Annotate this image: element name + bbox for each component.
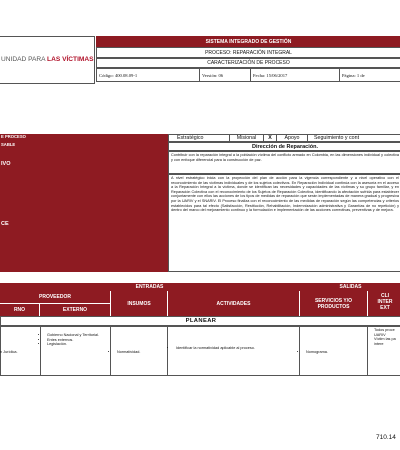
cell-externo (41, 333, 109, 347)
objetivo-text: Contribuir con la reparación integral a la población víctima del conflicto armado en Colombia, en las dimensiones individual y colectiva y con enfoque diferencial para la construcción de paz. (168, 151, 400, 174)
option-estrategico: Estratégico (169, 135, 230, 141)
cell-cliente (368, 328, 400, 346)
externo-item: • Legislación. (47, 342, 109, 347)
cliente-header-line1: CLI (380, 293, 390, 299)
cliente-header-line3: EXT (380, 305, 390, 311)
tipo-options (168, 134, 400, 142)
divider-3 (167, 326, 168, 376)
phase-planear: PLANEAR (0, 316, 400, 326)
servicios-header: SERVICIOS Y/O PRODUCTOS (299, 291, 367, 316)
doc-code: Código: 400.08.09-1 (97, 69, 200, 81)
alcance-label: CE (0, 174, 168, 272)
cell-insumos (111, 350, 166, 355)
doc-page: Página: 1 de (342, 73, 365, 78)
option-misional: Misional (230, 135, 264, 141)
externo-item: • Entes externos. (47, 338, 109, 343)
cliente-header (367, 291, 400, 316)
logo-box (0, 36, 95, 84)
externo-item: • Gobierno Nacional y Territorial. (47, 333, 109, 338)
cell-actividades (170, 346, 260, 351)
alcance-text: A nivel estratégico inicia con la proyección del plan de acción para la vigencia correspondiente y a nivel operativo con el reconocimiento de las víctimas individuales y de los sujetos colectivos. En Reparación Individual continúa con la asesoría en el acceso a la Reparación Integral a la víctima, donde se identifican las necesidades y capacidades de las víctimas y su grupo familiar, y en Reparación Colectiva con el reconocimiento de los Sujetos de Reparación Colectiva, identificando la afectación sufrida para establecer conjuntamente con ellos las acciones de los tipos de medidas de reparación que serán implementadas de manera gradual y progresiva por la UARIV y el SNARIV. El Proceso finaliza con el reconocimiento de las medidas de reparación según las competencias y criterios establecidos para tal efecto (Satisfacción, Restitución, Rehabilitación, Indemnización administrativa y Garantías de no repetición) y dentro del marco del mejoramiento continuo y la formulación e implementación de las acciones correctivas, preventivas y de mejora. (168, 174, 400, 272)
actividad-item: • Identificar la normatividad aplicable al proceso. (176, 346, 260, 351)
proveedor-header: PROVEEDOR (0, 291, 110, 304)
doc-version: Versión: 06 (200, 69, 251, 81)
cliente-header-line2: INTER (377, 299, 393, 305)
servicio-item: • Nomograma. (306, 350, 366, 355)
system-title: SISTEMA INTEGRADO DE GESTIÓN (96, 36, 400, 47)
resp-value: Dirección de Reparación. (168, 142, 400, 151)
tipo-label: E PROCESO (0, 134, 168, 142)
option-mark: X (264, 135, 277, 141)
insumos-header: INSUMOS (110, 291, 167, 316)
actividades-header: ACTIVIDADES (167, 291, 299, 316)
process-title: PROCESO: REPARACIÓN INTEGRAL (96, 47, 400, 58)
cliente-item: • Víctim las pa intere (374, 337, 400, 346)
meta-row (96, 68, 400, 82)
footer-code: 710.14 (376, 434, 396, 441)
insumo-item: • Normatividad. (117, 350, 166, 355)
cliente-item: • Todos proce UARIV (374, 328, 400, 337)
resp-label: SABLE (0, 142, 168, 151)
doc-date: Fecha: 15/06/2017 (251, 69, 340, 81)
cell-interno: n Jurídica. (0, 350, 18, 354)
option-seguimiento: Seguimiento y cont (314, 135, 360, 141)
salidas-header: SALIDAS (299, 283, 400, 291)
logo-text: UNIDAD PARA LAS VÍCTIMAS (1, 56, 94, 63)
cell-servicios (300, 350, 366, 355)
entradas-header: ENTRADAS (0, 283, 299, 291)
objetivo-label: IVO (0, 151, 168, 174)
interno-header: RNO (0, 304, 40, 316)
option-apoyo: Apoyo (277, 135, 308, 141)
externo-header: EXTERNO (40, 304, 110, 316)
doc-type: CARACTERIZACIÓN DE PROCESO (96, 58, 400, 68)
